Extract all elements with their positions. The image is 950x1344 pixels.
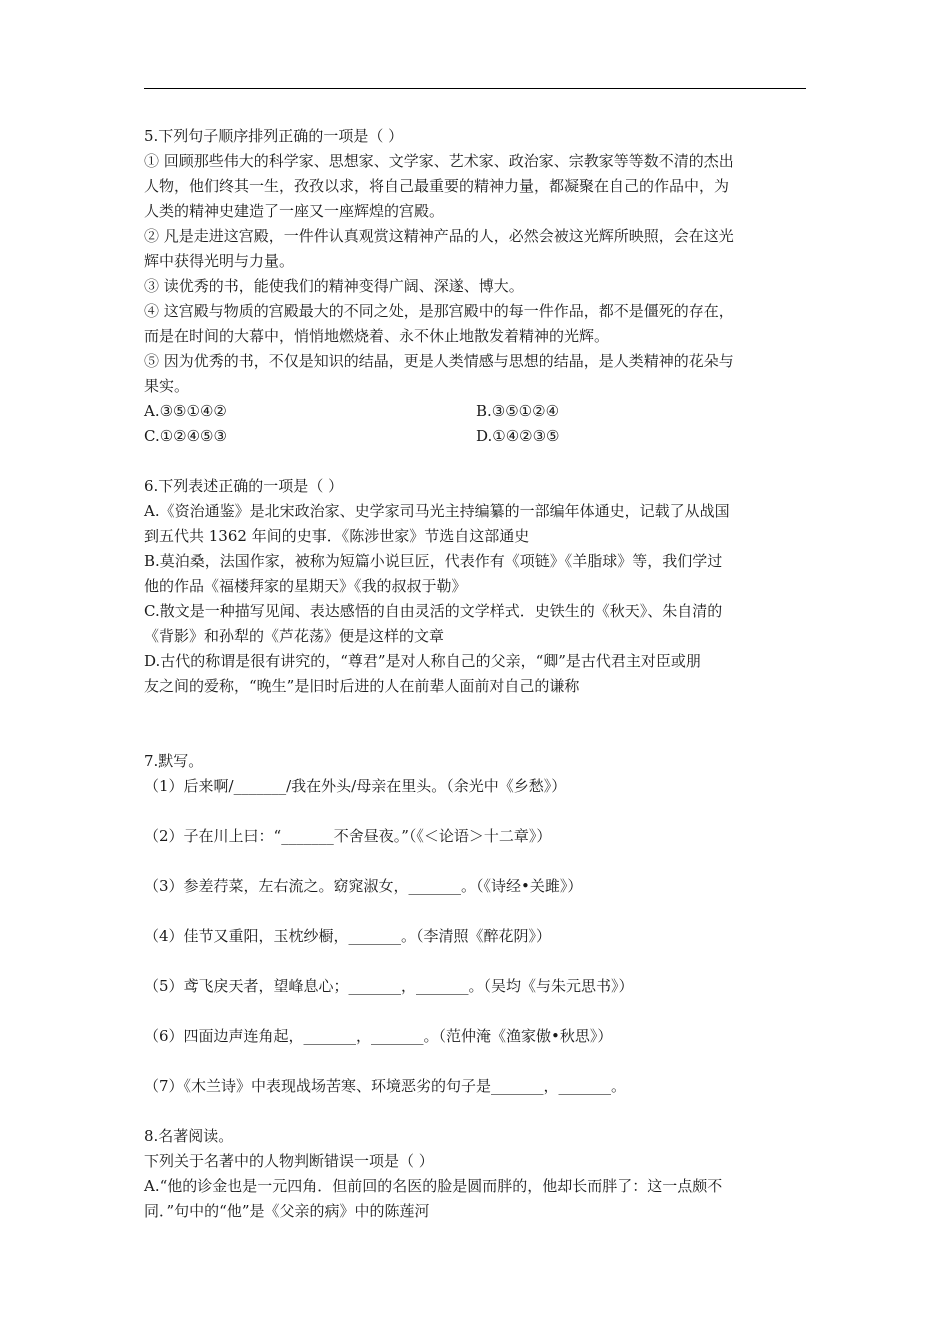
document-body xyxy=(144,124,809,1224)
q5-sentence-1-line-3: 人类的精神史建造了一座又一座辉煌的宫殿。 xyxy=(144,202,445,220)
q6-option-b-line-2: 他的作品《福楼拜家的星期天》《我的叔叔于勒》 xyxy=(144,577,467,595)
q6-option-a-line-2: 到五代共 1362 年间的史事．《陈涉世家》节选自这部通史 xyxy=(144,527,530,545)
q5-sentence-4-line-1: ④ 这宫殿与物质的宫殿最大的不同之处，是那宫殿中的每一件作品，都不是僵死的存在， xyxy=(144,302,734,320)
q5-sentence-5-line-2: 果实。 xyxy=(144,377,190,395)
q6-option-a-line-1: A.《资治通鉴》是北宋政治家、史学家司马光主持编纂的一部编年体通史，记载了从战国 xyxy=(144,502,730,520)
q5-option-b: B.③⑤①②④ xyxy=(476,402,560,420)
q7-item-1: （1）后来啊/_______/我在外头/母亲在里头。（余光中《乡愁》） xyxy=(144,777,567,795)
q5-sentence-3: ③ 读优秀的书，能使我们的精神变得广阔、深遂、博大。 xyxy=(144,277,524,295)
q7-title: 7.默写。 xyxy=(144,752,204,770)
q8-title: 8.名著阅读。 xyxy=(144,1127,234,1145)
header-rule xyxy=(144,88,806,89)
q5-option-a: A.③⑤①④② xyxy=(144,402,227,420)
q5-sentence-1-line-1: ① 回顾那些伟大的科学家、思想家、文学家、艺术家、政治家、宗教家等等数不清的杰出 xyxy=(144,152,734,170)
q5-sentence-4-line-2: 而是在时间的大幕中，悄悄地燃烧着、永不休止地散发着精神的光辉。 xyxy=(144,327,610,345)
q5-sentence-2-line-1: ② 凡是走进这宫殿，一件件认真观赏这精神产品的人，必然会被这光辉所映照，会在这光 xyxy=(144,227,734,245)
q7-item-5: （5）鸢飞戾天者，望峰息心；_______，_______。（吴均《与朱元思书》） xyxy=(144,977,634,995)
q6-option-b-line-1: B.莫泊桑，法国作家，被称为短篇小说巨匠，代表作有《项链》《羊脂球》等，我们学过 xyxy=(144,552,723,570)
q6-title: 6.下列表述正确的一项是（ ） xyxy=(144,477,344,495)
q5-title: 5.下列句子顺序排列正确的一项是（ ） xyxy=(144,127,404,145)
q5-options-row-2 xyxy=(144,424,809,449)
q5-option-d: D.①④②③⑤ xyxy=(476,427,560,445)
q7-item-7: （7）《木兰诗》中表现战场苦寒、环境恶劣的句子是_______，_______。 xyxy=(144,1077,627,1095)
q5-sentence-5-line-1: ⑤ 因为优秀的书，不仅是知识的结晶，更是人类情感与思想的结晶，是人类精神的花朵与 xyxy=(144,352,734,370)
q6-option-c-line-2: 《背影》和孙犁的《芦花荡》便是这样的文章 xyxy=(144,627,445,645)
q6-option-d-line-1: D.古代的称谓是很有讲究的，“尊君”是对人称自己的父亲，“卿”是古代君主对臣或朋 xyxy=(144,652,701,670)
q6-option-c-line-1: C.散文是一种描写见闻、表达感悟的自由灵活的文学样式．史铁生的《秋天》、朱自清的 xyxy=(144,602,723,620)
q7-item-6: （6）四面边声连角起，_______，_______。（范仲淹《渔家傲•秋思》） xyxy=(144,1027,613,1045)
q5-option-c: C.①②④⑤③ xyxy=(144,427,227,445)
q5-sentence-2-line-2: 辉中获得光明与力量。 xyxy=(144,252,295,270)
q7-item-4: （4）佳节又重阳，玉枕纱橱，_______。（李清照《醉花阴》） xyxy=(144,927,552,945)
q7-item-2: （2）子在川上曰：“_______不舍昼夜。”（《＜论语＞十二章》） xyxy=(144,827,552,845)
q5-sentence-1-line-2: 人物，他们终其一生，孜孜以求，将自己最重要的精神力量，都凝聚在自己的作品中，为 xyxy=(144,177,730,195)
q8-option-a-line-1: A.“他的诊金也是一元四角．但前回的名医的脸是圆而胖的，他却长而胖了：这一点颇不 xyxy=(144,1177,723,1195)
q8-option-a-line-2: 同．”句中的“他”是《父亲的病》中的陈莲河 xyxy=(144,1202,430,1220)
q5-options-row-1 xyxy=(144,399,809,424)
q8-subtitle: 下列关于名著中的人物判断错误一项是（ ） xyxy=(144,1152,434,1170)
q7-item-3: （3）参差荇菜，左右流之。窈窕淑女，_______。（《诗经•关雎》） xyxy=(144,877,583,895)
q6-option-d-line-2: 友之间的爱称，“晚生”是旧时后进的人在前辈人面前对自己的谦称 xyxy=(144,677,580,695)
